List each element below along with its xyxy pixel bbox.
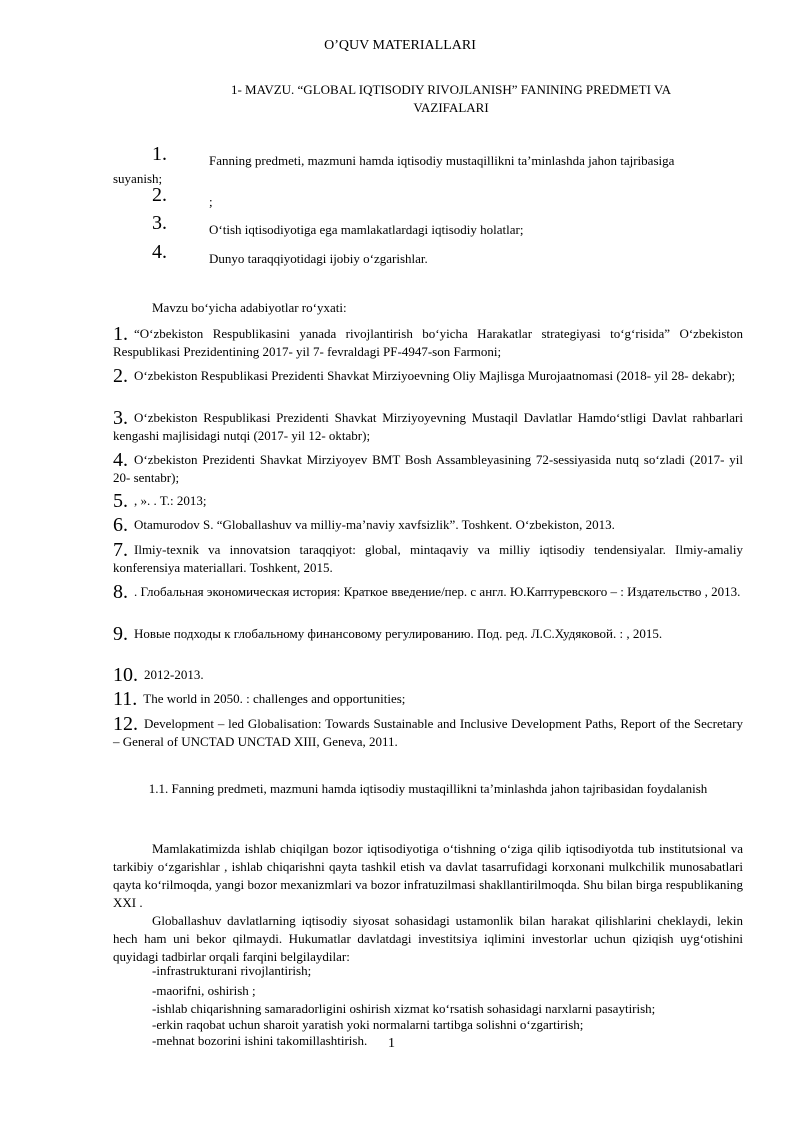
literature-text: The world in 2050. : challenges and opportunities; [143, 691, 406, 706]
literature-item-1 [113, 325, 743, 361]
literature-item-7 [113, 541, 743, 577]
literature-text: Development – led Globalisation: Towards Sustainable and Inclusive Development Paths, Report of the Secretary – General of UNCTAD UNCTAD XIII, Geneva, 2011. [113, 716, 743, 749]
literature-number: 9. [113, 623, 128, 645]
literature-text: O‘zbekiston Respublikasi Prezidenti Shavkat Mirziyoevning Oliy Majlisga Murojaatnomasi (2018- yil 28- dekabr); [134, 368, 736, 383]
literature-number: 4. [113, 449, 128, 471]
literature-item-9 [113, 625, 743, 643]
bullet-item-5: -mehnat bozorini ishini takomillashtirish. [152, 1033, 368, 1048]
literature-item-3 [113, 409, 743, 445]
literature-number: 7. [113, 539, 128, 561]
literature-number: 2. [113, 365, 128, 387]
page-title: O’QUV MATERIALLARI [324, 38, 476, 53]
literature-text: 2012-2013. [144, 667, 204, 682]
section-title: 1.1. Fanning predmeti, mazmuni hamda iqtisodiy mustaqillikni ta’minlashda jahon tajribasidan foydalanish [148, 781, 708, 796]
literature-item-11 [113, 690, 743, 708]
topic-number: 3. [152, 212, 167, 234]
topic-text: ; [209, 194, 213, 209]
literature-text: Ilmiy-texnik va innovatsion taraqqiyot: global, mintaqaviy va milliy iqtisodiy tendensiyalar. Ilmiy-amaliy konferensiya materiallari. Toshkent, 2015. [113, 542, 743, 575]
literature-text: . Глобальная экономическая история: Краткое введение/пер. с англ. Ю.Каптуревского – : Издательство , 2013. [134, 584, 741, 599]
page-number: 1 [388, 1036, 395, 1051]
section-paragraph-2: Globallashuv davlatlarning iqtisodiy siyosat sohasidagi ustamonlik bilan harakat qilishlarini cheklaydi, lekin hech ham uni bekor qilmaydi. Hukumatlar davlatdagi investitsiya iqlimini investorlar uchun qiziqish uyg‘otishini quyidagi tadbirlar orqali farqini belgilaydilar: [113, 913, 743, 964]
literature-number: 6. [113, 514, 128, 536]
topic-item-4 [113, 241, 743, 268]
bullet-item-1: -infrastrukturani rivojlantirish; [152, 963, 312, 978]
topic-item-3 [113, 212, 743, 239]
literature-text: O‘zbekiston Prezidenti Shavkat Mirziyoyev BMT Bosh Assambleyasining 72-sessiyasida nutq so‘zladi (2017- yil 20- sentabr); [113, 452, 743, 485]
literature-number: 8. [113, 581, 128, 603]
literature-item-5 [113, 492, 743, 510]
literature-heading: Mavzu bo‘yicha adabiyotlar ro‘yxati: [152, 300, 347, 315]
topic-item-2 [113, 184, 743, 211]
section-paragraph-1: Mamlakatimizda ishlab chiqilgan bozor iqtisodiyotiga o‘tishning o‘ziga qilib iqtisodiyotda tub institutsional va tarkibiy o‘zgarishlar , ishlab chiqarishni qayta tashkil etish va davlat tasarrufidagi korxonani mulkchilik munosabatlari qayta ko‘rilmoqda, yangi bozor mexanizmlari va bozor infratuzilmasi shakllantirilmoqda. Shu bilan birga respublikaning XXI . [113, 841, 743, 910]
literature-item-10 [113, 666, 743, 684]
literature-item-8 [113, 583, 743, 601]
bullet-item-4: -erkin raqobat uchun sharoit yaratish yoki normalarni tartibga solishni o‘zgartirish; [152, 1017, 584, 1032]
literature-text: Otamurodov S. “Globallashuv va milliy-ma’naviy xavfsizlik”. Toshkent. O‘zbekiston, 2013. [134, 517, 615, 532]
literature-item-4 [113, 451, 743, 487]
literature-item-12 [113, 715, 743, 751]
literature-number: 11. [113, 688, 138, 710]
literature-number: 5. [113, 490, 128, 512]
topic-number: 4. [152, 241, 167, 263]
bullet-item-3: -ishlab chiqarishning samaradorligini oshirish xizmat ko‘rsatish sohasidagi narxlarni pasaytirish; [152, 1001, 656, 1016]
literature-number: 12. [113, 713, 138, 735]
topic-text: Fanning predmeti, mazmuni hamda iqtisodiy mustaqillikni ta’minlashda jahon tajribasiga [209, 153, 675, 168]
literature-text: O‘zbekiston Respublikasi Prezidenti Shavkat Mirziyoyevning Mustaqil Davlatlar Hamdo‘stligi Davlat rahbarlari kengashi majlisidagi nutqi (2017- yil 12- oktabr); [113, 410, 743, 443]
literature-number: 3. [113, 407, 128, 429]
bullet-item-2: -maorifni, oshirish ; [152, 983, 256, 998]
topic-number: 1. [152, 143, 167, 165]
literature-text: “O‘zbekiston Respublikasini yanada rivojlantirish bo‘yicha Harakatlar strategiyasi to‘g‘risida” O‘zbekiston Respublikasi Prezidentining 2017- yil 7- fevraldagi PF-4947-son Farmoni; [113, 326, 743, 359]
topic-text: O‘tish iqtisodiyotiga ega mamlakatlardagi iqtisodiy holatlar; [209, 222, 524, 237]
literature-number: 1. [113, 323, 128, 345]
literature-number: 10. [113, 664, 138, 686]
topic-text: Dunyo taraqqiyotidagi ijobiy o‘zgarishlar. [209, 251, 428, 266]
topic-text-continuation: suyanish; [113, 171, 163, 186]
literature-item-2 [113, 367, 743, 385]
literature-text: , ». . T.: 2013; [134, 493, 207, 508]
literature-item-6 [113, 516, 743, 534]
topic-number: 2. [152, 184, 167, 206]
topic-item-1 [113, 143, 743, 188]
topic-title: 1- MAVZU. “GLOBAL IQTISODIY RIVOJLANISH” FANINING PREDMETI VA VAZIFALARI [230, 82, 672, 115]
literature-text: Новые подходы к глобальному финансовому регулированию. Под. ред. Л.С.Худяковой. : , 2015. [134, 626, 663, 641]
